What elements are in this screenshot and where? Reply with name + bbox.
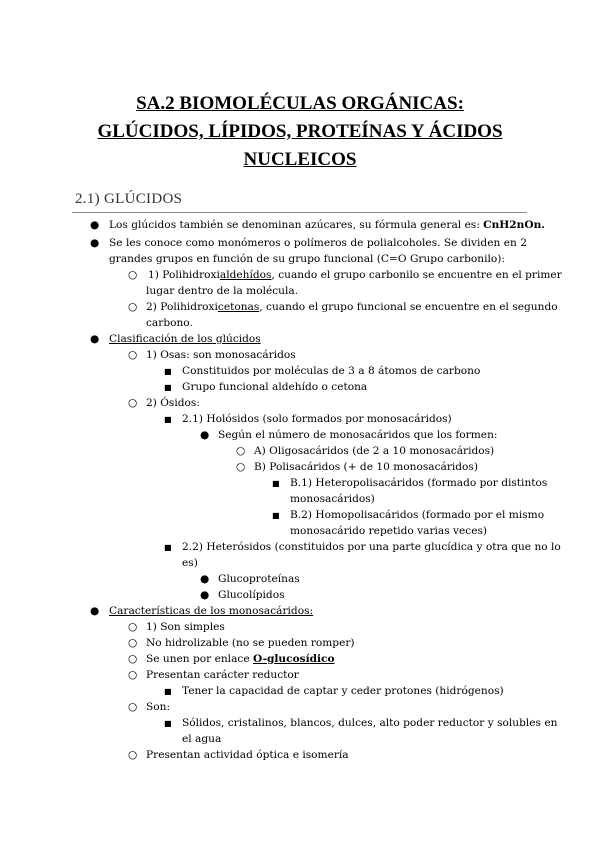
no-hidrolizable-item: No hidrolizable (no se pueden romper) xyxy=(146,637,355,649)
osidos-item: 2) Ósidos: xyxy=(146,397,200,409)
segun-item: Según el número de monosacáridos que los formen: xyxy=(218,429,498,441)
son-item: Son: xyxy=(146,701,171,713)
square-bullet-icon: ■ xyxy=(272,511,280,520)
title-line-2: GLÚCIDOS, LÍPIDOS, PROTEÍNAS Y ÁCIDOS xyxy=(97,121,503,142)
classification-heading: Clasificación de los glúcidos xyxy=(109,333,261,345)
document-title xyxy=(0,90,600,174)
square-bullet-icon: ■ xyxy=(164,415,172,424)
circle-bullet-icon: ○ xyxy=(128,397,138,409)
polisacaridos-item: B) Polisacáridos (+ de 10 monosacáridos) xyxy=(254,461,479,473)
holosidos-item: 2.1) Holósidos (solo formados por monosacáridos) xyxy=(182,413,452,425)
disc-bullet-icon: ● xyxy=(200,589,210,601)
enlace-term: O-glucosídico xyxy=(252,653,335,665)
osas-item: 1) Osas: son monosacáridos xyxy=(146,349,296,361)
title-line-3: NUCLEICOS xyxy=(243,149,357,170)
section-divider xyxy=(72,212,527,213)
disc-bullet-icon: ● xyxy=(90,605,100,617)
square-bullet-icon: ■ xyxy=(164,687,172,696)
heteropolisacaridos-line2: monosacáridos) xyxy=(290,493,375,505)
solidos-line1: Sólidos, cristalinos, blancos, dulces, alto poder reductor y solubles en xyxy=(182,717,558,729)
homopolisacaridos-line2: monosacárido repetido varias veces) xyxy=(290,525,488,537)
circle-bullet-icon: ○ xyxy=(128,701,138,713)
cetonas-post: , cuando el grupo funcional se encuentre en el segundo xyxy=(259,301,558,313)
characteristics-heading: Características de los monosacáridos: xyxy=(109,605,314,617)
disc-bullet-icon: ● xyxy=(90,237,100,249)
enlace-item xyxy=(146,651,335,667)
enlace-pre: Se unen por enlace xyxy=(146,653,253,665)
circle-bullet-icon: ○ xyxy=(236,461,246,473)
circle-bullet-icon: ○ xyxy=(128,269,138,281)
disc-bullet-icon: ● xyxy=(200,573,210,585)
aldehidos-post: , cuando el grupo carbonilo se encuentre en el primer xyxy=(271,269,562,281)
cetonas-item xyxy=(146,299,558,315)
cetonas-pre: 2) Polihidroxi xyxy=(146,301,218,313)
formula-text: CnH2nOn. xyxy=(483,219,545,231)
bullet-formula-text: Los glúcidos también se denominan azúcares, su fórmula general es: xyxy=(109,219,484,231)
glucolipidos-item: Glucolípidos xyxy=(218,589,285,601)
square-bullet-icon: ■ xyxy=(164,367,172,376)
glucoproteinas-item: Glucoproteínas xyxy=(218,573,300,585)
circle-bullet-icon: ○ xyxy=(128,749,138,761)
solidos-line2: el agua xyxy=(182,733,222,745)
title-line-1: SA.2 BIOMOLÉCULAS ORGÁNICAS: xyxy=(136,93,464,114)
circle-bullet-icon: ○ xyxy=(128,637,138,649)
reductor-item: Presentan carácter reductor xyxy=(146,669,299,681)
bullet-monomers-line2: grandes grupos en función de su grupo funcional (C=O Grupo carbonilo): xyxy=(109,253,505,265)
heteropolisacaridos-line1: B.1) Heteropolisacáridos (formado por distintos xyxy=(290,477,548,489)
osas-group-item: Grupo funcional aldehído o cetona xyxy=(182,381,368,393)
cetonas-term: cetonas xyxy=(217,301,260,313)
circle-bullet-icon: ○ xyxy=(128,653,138,665)
aldehidos-pre: 1) Polihidroxi xyxy=(148,269,220,281)
square-bullet-icon: ■ xyxy=(272,479,280,488)
section-heading: 2.1) GLÚCIDOS xyxy=(75,191,183,207)
cetonas-line2: carbono. xyxy=(146,317,193,329)
heterosidos-line2: es) xyxy=(182,557,198,569)
oligosacaridos-item: A) Oligosacáridos (de 2 a 10 monosacáridos) xyxy=(254,445,495,457)
circle-bullet-icon: ○ xyxy=(128,621,138,633)
square-bullet-icon: ■ xyxy=(164,719,172,728)
heterosidos-line1: 2.2) Heterósidos (constituidos por una parte glucídica y otra que no lo xyxy=(182,541,561,553)
circle-bullet-icon: ○ xyxy=(236,445,246,457)
bullet-formula xyxy=(109,217,545,233)
aldehidos-item xyxy=(148,267,562,283)
aldehidos-line2: lugar dentro de la molécula. xyxy=(146,285,299,297)
circle-bullet-icon: ○ xyxy=(128,349,138,361)
simples-item: 1) Son simples xyxy=(146,621,225,633)
disc-bullet-icon: ● xyxy=(90,219,100,231)
protones-item: Tener la capacidad de captar y ceder protones (hidrógenos) xyxy=(182,685,504,697)
circle-bullet-icon: ○ xyxy=(128,669,138,681)
square-bullet-icon: ■ xyxy=(164,543,172,552)
bullet-monomers-line1: Se les conoce como monómeros o polímeros de polialcoholes. Se dividen en 2 xyxy=(109,237,527,249)
osas-carbon-item: Constituidos por moléculas de 3 a 8 átomos de carbono xyxy=(182,365,481,377)
circle-bullet-icon: ○ xyxy=(128,301,138,313)
homopolisacaridos-line1: B.2) Homopolisacáridos (formado por el mismo xyxy=(290,509,545,521)
disc-bullet-icon: ● xyxy=(200,429,210,441)
square-bullet-icon: ■ xyxy=(164,383,172,392)
optica-item: Presentan actividad óptica e isomería xyxy=(146,749,349,761)
disc-bullet-icon: ● xyxy=(90,333,100,345)
aldehidos-term: aldehídos xyxy=(219,269,272,281)
